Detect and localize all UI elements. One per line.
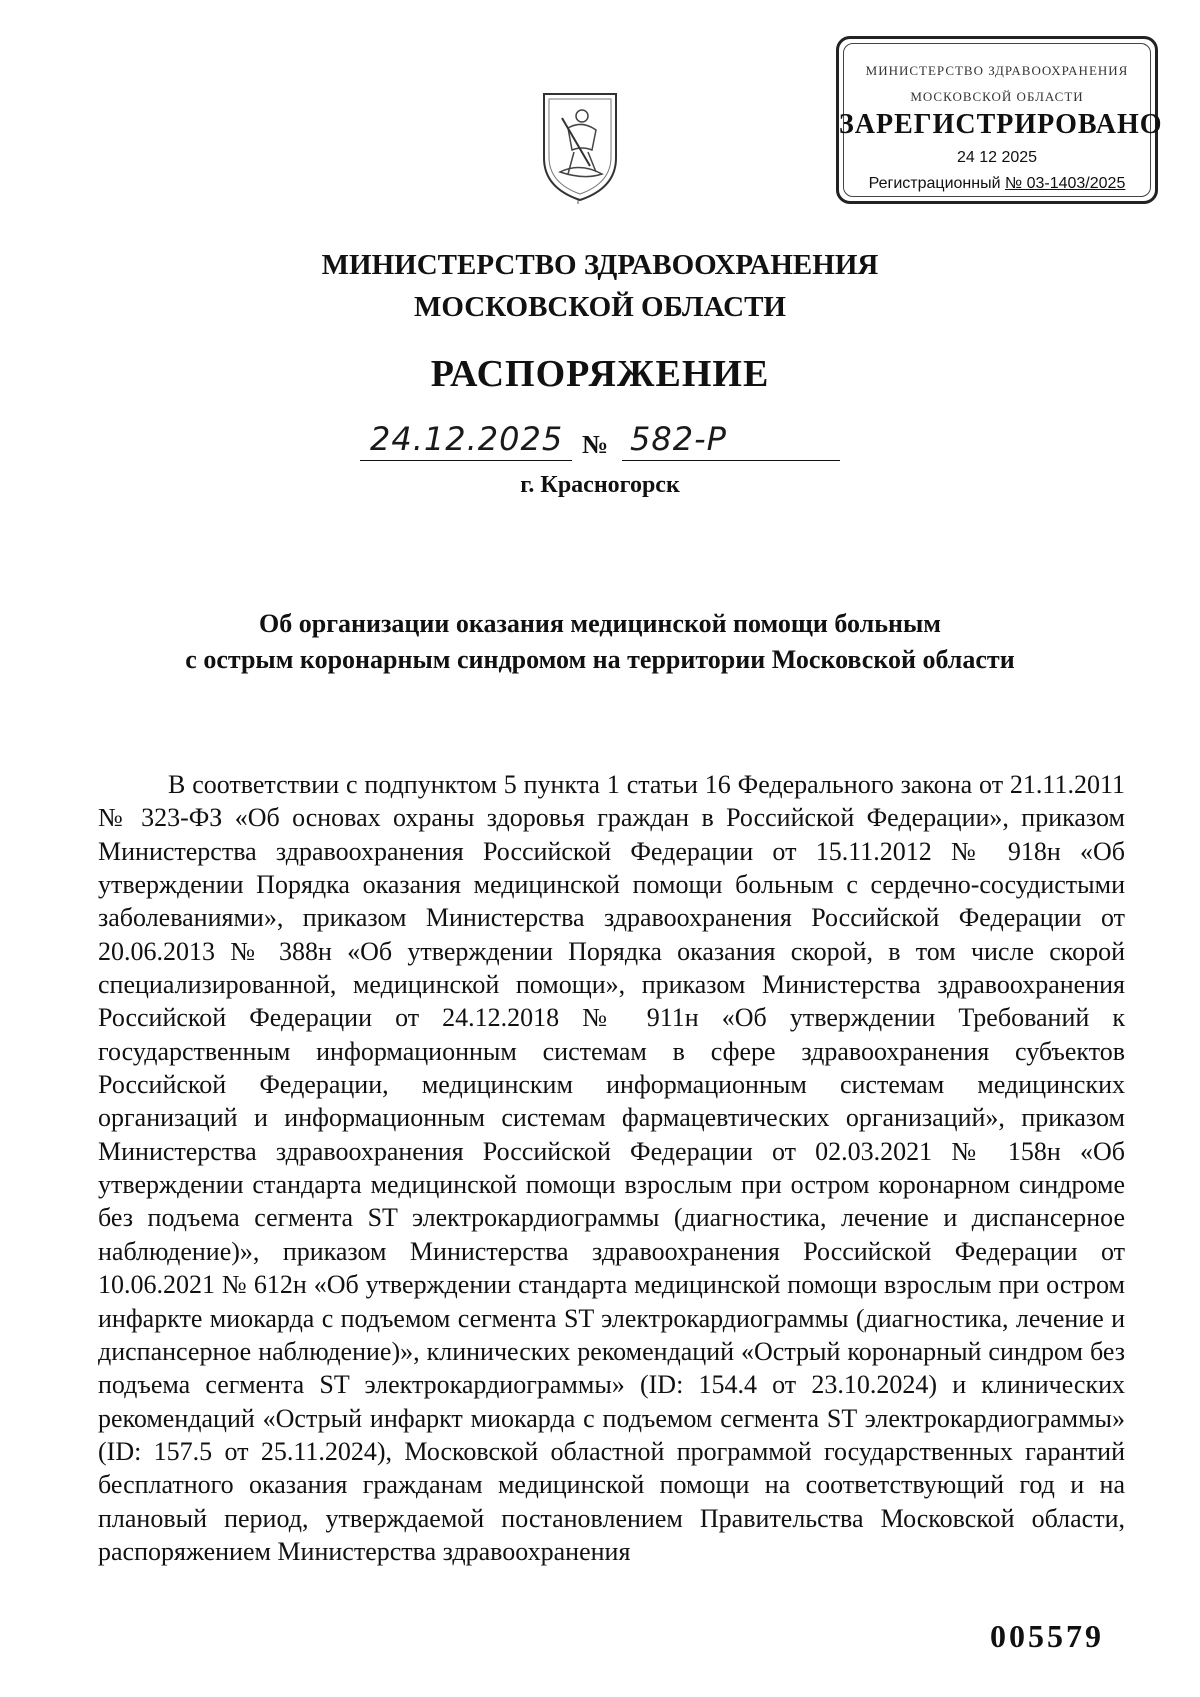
stamp-date: 24 12 2025	[956, 149, 1038, 166]
ministry-line1: МИНИСТЕРСТВО ЗДРАВООХРАНЕНИЯ	[321, 249, 879, 281]
number-sign: №	[582, 430, 609, 459]
page-code: 005579	[990, 1618, 1104, 1654]
stamp-status: ЗАРЕГИСТРИРОВАНО	[839, 109, 1163, 140]
document-subject	[0, 606, 1200, 678]
subject-line1: Об организации оказания медицинской помощи больным	[259, 609, 941, 638]
stamp-ministry-line1: МИНИСТЕРСТВО ЗДРАВООХРАНЕНИЯ	[865, 63, 1129, 78]
ministry-line2: МОСКОВСКОЙ ОБЛАСТИ	[413, 291, 786, 323]
coat-of-arms-icon	[538, 88, 622, 204]
ministry-header	[0, 244, 1200, 328]
number-field	[622, 420, 840, 461]
subject-line2: с острым коронарным синдромом на территории Московской области	[185, 645, 1015, 674]
stamp-reg-label: Регистрационный	[868, 175, 1001, 192]
document-type-title: РАСПОРЯЖЕНИЕ	[430, 353, 770, 395]
handwritten-number: 582-Р	[630, 420, 727, 458]
stamp-reg-line	[839, 175, 1155, 193]
stamp-ministry-line2: МОСКОВСКОЙ ОБЛАСТИ	[910, 89, 1084, 104]
date-field	[360, 420, 572, 461]
city-line: г. Красногорск	[520, 472, 680, 498]
date-number-row	[360, 420, 840, 466]
handwritten-date: 24.12.2025	[370, 420, 564, 458]
body-paragraph: В соответствии с подпунктом 5 пункта 1 статьи 16 Федерального закона от 21.11.2011 № 323-ФЗ «Об основах охраны здоровья граждан в Российской Федерации», приказом Министерства здравоохранения Российской Федерации от 15.11.2012 № 918н «Об утверждении Порядка оказания медицинской помощи больным с сердечно-сосудистыми заболеваниями», приказом Министерства здравоохранения Российской Федерации от 20.06.2013 № 388н «Об утверждении Порядка оказания скорой, в том числе скорой специализированной, медицинской помощи», приказом Министерства здравоохранения Российской Федерации от 24.12.2018 № 911н «Об утверждении Требований к государственным информационным системам в сфере здравоохранения субъектов Российской Федерации, медицинским информационным системам медицинских организаций и информационным системам фармацевтических организаций», приказом Министерства здравоохранения Российской Федерации от 02.03.2021 № 158н «Об утверждении стандарта медицинской помощи взрослым при остром коронарном синдроме без подъема сегмента ST электрокардиограммы (диагностика, лечение и диспансерное наблюдение)», приказом Министерства здравоохранения Российской Федерации от 10.06.2021 № 612н «Об утверждении стандарта медицинской помощи взрослым при остром инфаркте миокарда с подъемом сегмента ST электрокардиограммы (диагностика, лечение и диспансерное наблюдение)», клинических рекомендаций «Острый коронарный синдром без подъема сегмента ST электрокардиограммы» (ID: 154.4 от 23.10.2024) и клинических рекомендаций «Острый инфаркт миокарда с подъемом сегмента ST электрокардиограммы» (ID: 157.5 от 25.11.2024), Московской областной программой государственных гарантий бесплатного оказания гражданам медицинской помощи на соответствующий год и на плановый период, утверждаемой постановлением Правительства Московской области, распоряжением Министерства здравоохранения	[98, 770, 1125, 1566]
registration-stamp	[836, 36, 1163, 204]
stamp-reg-number: № 03-1403/2025	[1004, 175, 1126, 192]
